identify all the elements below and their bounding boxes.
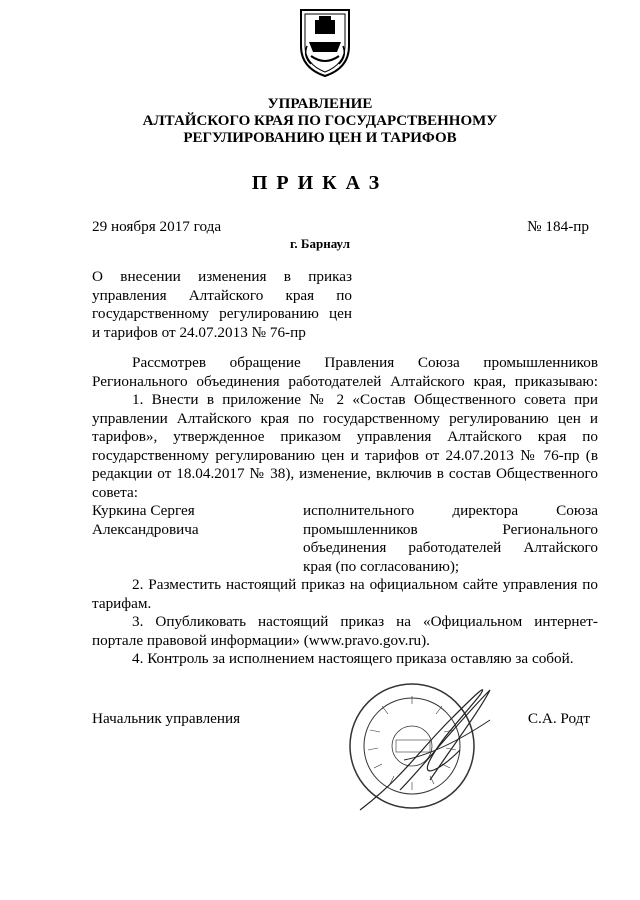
document-body — [92, 354, 598, 669]
item-1-line: редакции от 18.04.2017 № 38), изменение, включив в состав Общественного — [92, 465, 598, 482]
org-line-2: АЛТАЙСКОГО КРАЯ ПО ГОСУДАРСТВЕННОМУ — [142, 113, 498, 129]
subject-line: управления Алтайского края по — [92, 286, 352, 304]
member-role-line: исполнительного директора Союза — [303, 502, 598, 519]
member-name-line: Александровича — [92, 520, 199, 538]
item-2-line: тарифам. — [92, 594, 152, 612]
item-1-line: 1. Внести в приложение № 2 «Состав Общественного совета при — [132, 391, 598, 408]
item-2-line: 2. Разместить настоящий приказ на официальном сайте управления по — [132, 576, 598, 593]
item-3-line: 3. Опубликовать настоящий приказ на «Официальном интернет- — [132, 613, 598, 630]
council-member — [92, 502, 598, 576]
org-line-1: УПРАВЛЕНИЕ — [267, 96, 373, 112]
org-line-3: РЕГУЛИРОВАНИЮ ЦЕН И ТАРИФОВ — [183, 130, 457, 146]
member-name — [92, 502, 292, 539]
official-stamp-icon — [340, 660, 500, 820]
item-4-line: 4. Контроль за исполнением настоящего приказа оставляю за собой. — [132, 650, 574, 667]
member-role-line: промышленников Регионального — [303, 520, 598, 538]
document-type: ПРИКАЗ — [251, 172, 389, 194]
item-1-line: совета: — [92, 483, 138, 501]
document-date: 29 ноября 2017 года — [92, 218, 222, 235]
item-3-line: портале правовой информации» (www.pravo.gov.ru). — [92, 631, 430, 649]
subject-line: государственному регулированию цен — [92, 305, 352, 322]
preamble-line: Рассмотрев обращение Правления Союза промышленников — [132, 354, 598, 371]
document-subject — [92, 268, 352, 342]
member-role — [303, 502, 598, 576]
member-name-line: Куркина Сергея — [92, 502, 195, 519]
item-1-line: государственному регулированию цен и тарифов от 24.07.2013 № 76-пр (в — [92, 446, 598, 464]
preamble-line: Регионального объединения работодателей Алтайского края, приказываю: — [92, 372, 598, 390]
signatory-name: С.А. Родт — [527, 710, 590, 727]
item-1-line: управлении Алтайского края по государственному регулированию цен и — [92, 409, 598, 427]
item-1-line: тарифов», утвержденное приказом управления Алтайского края по — [92, 428, 598, 445]
organization-name — [0, 96, 640, 147]
member-role-line: объединения работодателей Алтайского — [303, 539, 598, 556]
subject-line: О внесении изменения в приказ — [92, 268, 352, 285]
signatory-title: Начальник управления — [92, 710, 241, 727]
member-role-line: края (по согласованию); — [303, 557, 460, 575]
document-number: № 184-пр — [527, 218, 589, 235]
subject-line: и тарифов от 24.07.2013 № 76-пр — [92, 323, 306, 341]
coat-of-arms-icon — [293, 6, 357, 78]
document-city: г. Барнаул — [289, 236, 351, 251]
